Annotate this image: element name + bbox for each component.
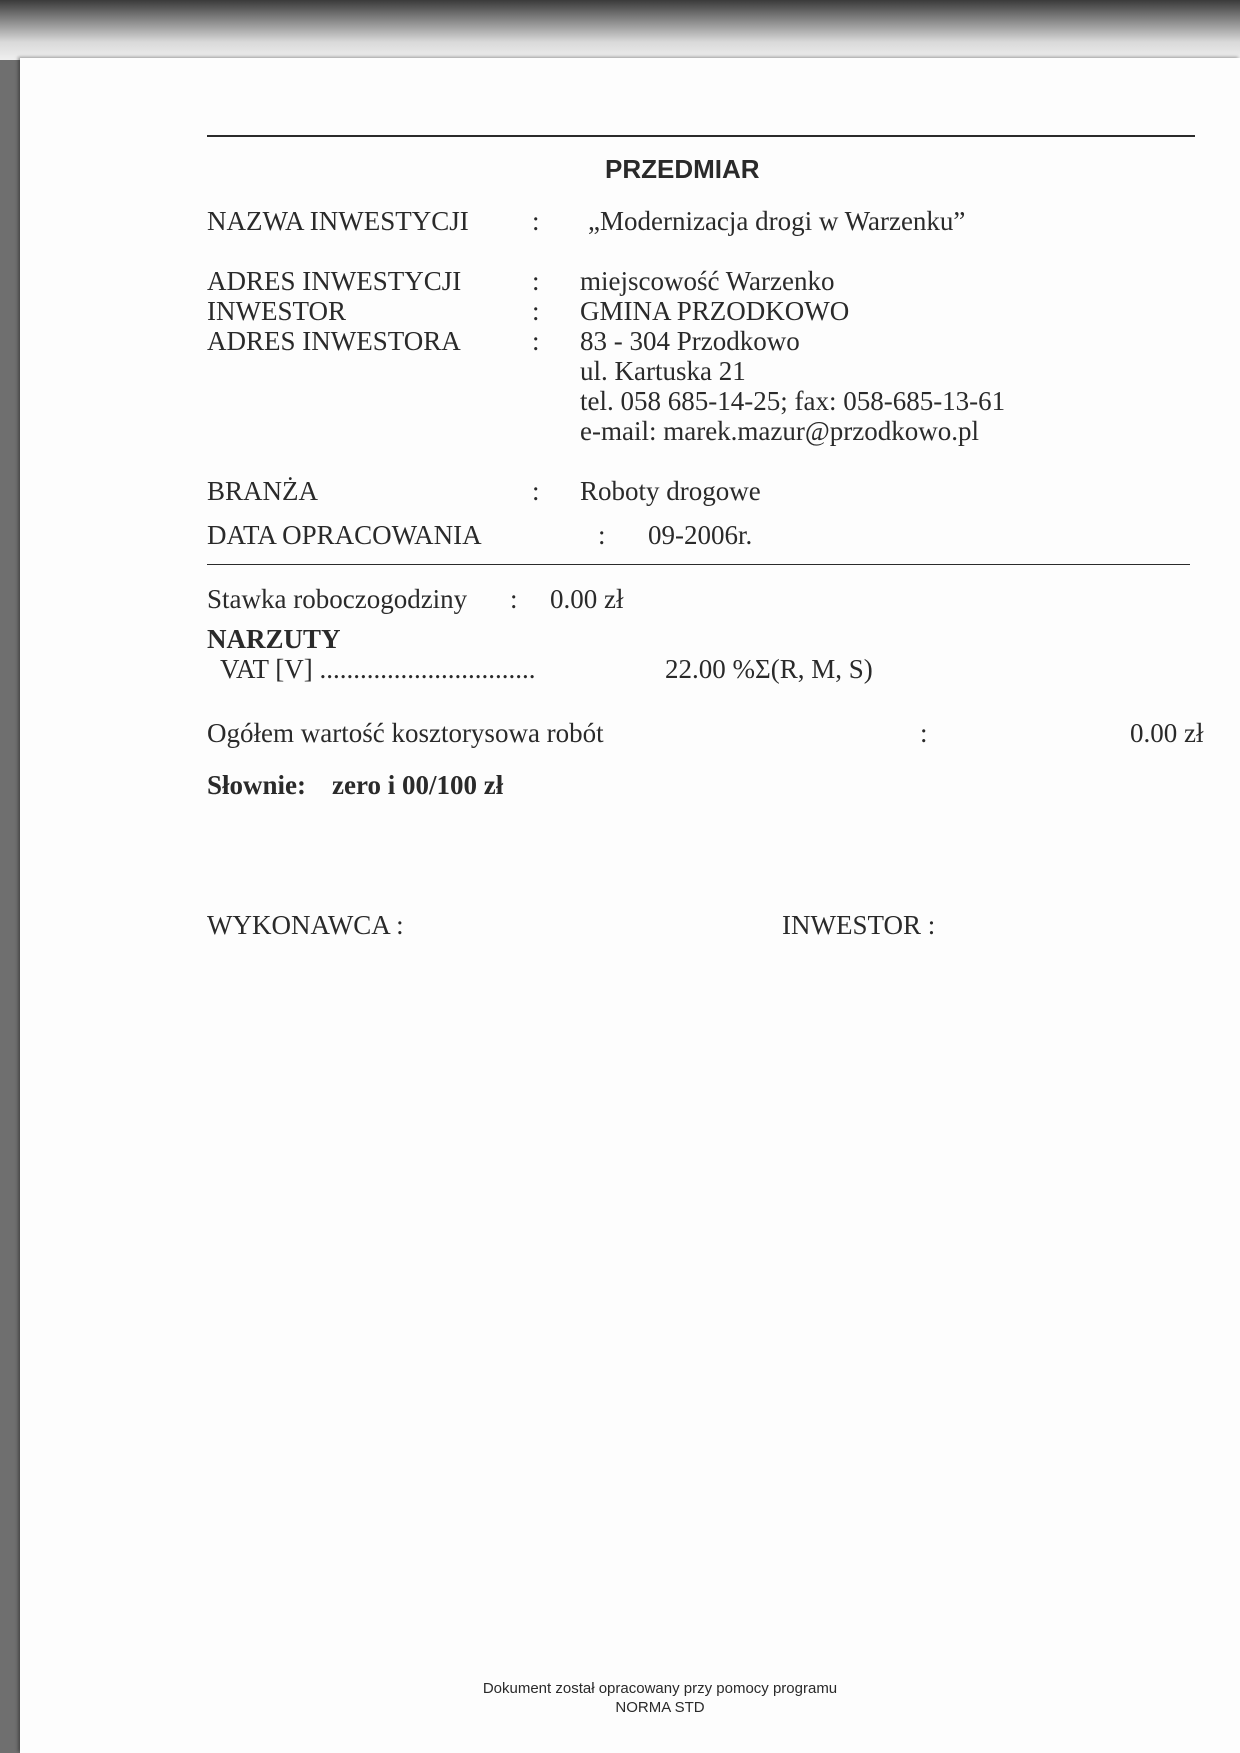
rate-sep: : <box>510 584 518 614</box>
investor-phone-fax: tel. 058 685-14-25; fax: 058-685-13-61 <box>580 386 1006 416</box>
total-sep: : <box>920 718 928 748</box>
field-label-investor: INWESTOR <box>207 296 346 326</box>
vat-value: 22.00 %Σ(R, M, S) <box>665 654 873 684</box>
footer-line-2: NORMA STD <box>615 1699 705 1716</box>
field-sep: : <box>532 296 540 326</box>
contractor-signature-label: WYKONAWCA : <box>207 910 404 940</box>
vat-label: VAT [V] ................................ <box>220 654 536 684</box>
rate-label: Stawka roboczogodziny <box>207 584 468 614</box>
in-words-value: zero i 00/100 zł <box>332 770 504 800</box>
footer-line-1: Dokument został opracowany przy pomocy programu <box>482 1680 838 1697</box>
document-page <box>20 58 1240 1753</box>
field-label-investment-name: NAZWA INWESTYCJI <box>207 206 469 236</box>
field-label-branch: BRANŻA <box>207 476 319 506</box>
surcharges-heading: NARZUTY <box>207 624 341 654</box>
investor-email: e-mail: marek.mazur@przodkowo.pl <box>580 416 979 446</box>
document-title: PRZEDMIAR <box>605 154 760 184</box>
middle-rule <box>207 564 1190 565</box>
field-sep: : <box>532 476 540 506</box>
field-value-date: 09-2006r. <box>648 520 753 550</box>
field-label-investor-address: ADRES INWESTORA <box>207 326 461 356</box>
investor-signature-label: INWESTOR : <box>782 910 936 940</box>
scan-edge-shadow <box>0 0 1240 60</box>
field-sep: : <box>598 520 606 550</box>
field-sep: : <box>532 266 540 296</box>
field-label-investment-address: ADRES INWESTYCJI <box>207 266 462 296</box>
field-value-investment-address: miejscowość Warzenko <box>580 266 835 296</box>
investor-address-line: 83 - 304 Przodkowo <box>580 326 800 356</box>
field-value-investment-name: „Modernizacja drogi w Warzenku” <box>588 206 966 236</box>
field-sep: : <box>532 326 540 356</box>
top-rule <box>207 135 1195 137</box>
total-label: Ogółem wartość kosztorysowa robót <box>207 718 604 748</box>
footer-note <box>400 1679 920 1717</box>
field-value-investor: GMINA PRZODKOWO <box>580 296 850 326</box>
total-value: 0.00 zł <box>1130 718 1204 748</box>
field-sep: : <box>532 206 540 236</box>
investor-address-line: ul. Kartuska 21 <box>580 356 746 386</box>
rate-value: 0.00 zł <box>550 584 624 614</box>
field-label-date: DATA OPRACOWANIA <box>207 520 482 550</box>
field-value-branch: Roboty drogowe <box>580 476 761 506</box>
in-words-label: Słownie: <box>207 770 307 800</box>
